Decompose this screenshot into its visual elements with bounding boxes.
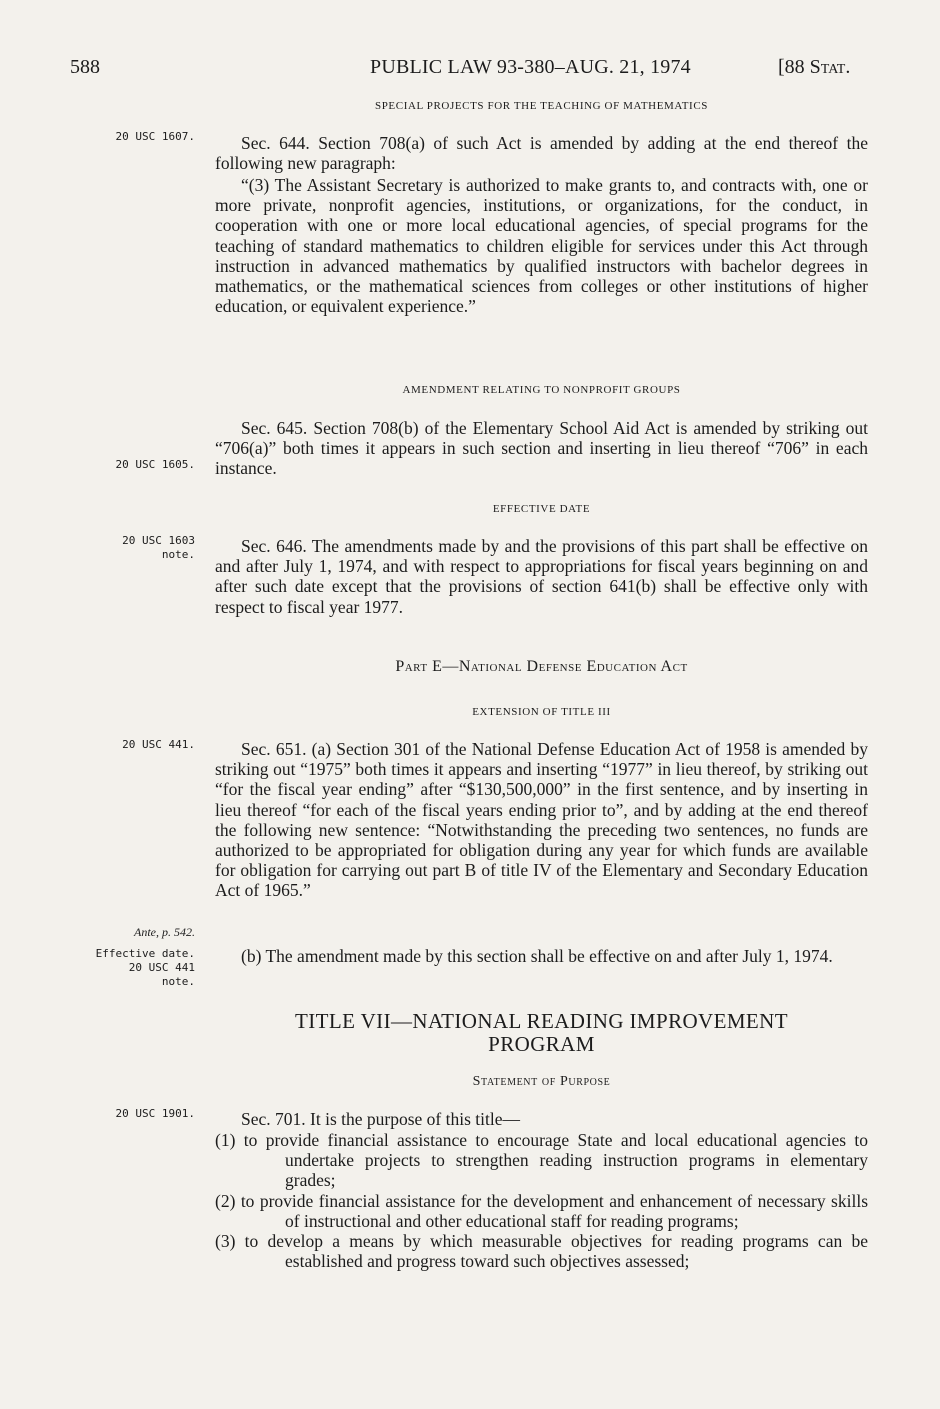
section-644: Sec. 644. Section 708(a) of such Act is amended by adding at the end thereof the following new paragraph: [215, 133, 868, 174]
statement-of-purpose: Statement of Purpose [472, 1074, 611, 1089]
margin-note-441: 20 USC 441. [122, 738, 195, 751]
statute-reference: [88 Stat. [778, 56, 851, 78]
margin-note-eff-line3: note. [161, 975, 195, 988]
margin-note-1605: 20 USC 1605. [115, 458, 195, 471]
section-651-a: Sec. 651. (a) Section 301 of the National Defense Education Act of 1958 is amended by striking out “1975” both times it appears and inserting “1977” in lieu thereof, by striking out “for the fiscal year ending” after “$130,500,000” in the first sentence, and by inserting in lieu thereof “for each of the fiscal years ending prior to”, and by adding at the end thereof the following new sentence: “Notwithstanding the preceding two sentences, no funds are authorized to be appropriated for obligation during any year for which funds are available for obligation for carrying out part B of title IV of the Elementary and Secondary Education Act of 1965.” [215, 739, 868, 901]
margin-note-eff-line1: Effective date. [95, 947, 195, 960]
part-e-heading: Part E—National Defense Education Act [395, 658, 688, 675]
margin-note-ante-text: Ante, p. 542. [134, 925, 195, 939]
section-701: Sec. 701. It is the purpose of this title— [241, 1109, 520, 1129]
margin-note-1603-line2: note. [161, 548, 195, 561]
section-646: Sec. 646. The amendments made by and the provisions of this part shall be effective on and after July 1, 1974, and with respect to appropriations for fiscal years beginning on and after such date except that the provisions of section 641(b) shall be effective only with respect to fiscal year 1977. [215, 536, 868, 617]
title-vii-line1: TITLE VII—NATIONAL READING IMPROVEMENT [295, 1009, 788, 1033]
heading-effective-date: EFFECTIVE DATE [492, 503, 591, 515]
purpose-item-1: (1) to provide financial assistance to encourage State and local educational agencies to undertake projects to strengthen reading instruction programs in elementary grades; [215, 1130, 868, 1191]
margin-note-effective-date [60, 947, 195, 989]
purpose-item-3: (3) to develop a means by which measurable objectives for reading programs can be established and progress toward such objectives assessed; [215, 1231, 868, 1272]
margin-note-1603-line1: 20 USC 1603 [122, 534, 195, 547]
margin-note-ante [60, 925, 195, 940]
running-header [0, 52, 940, 86]
margin-note-1901: 20 USC 1901. [115, 1107, 195, 1120]
page-number: 588 [70, 56, 100, 78]
section-645: Sec. 645. Section 708(b) of the Elementary School Aid Act is amended by striking out “706(a)” both times it appears in such section and inserting in lieu thereof “706” in each instance. [215, 418, 868, 479]
heading-mathematics: SPECIAL PROJECTS FOR THE TEACHING OF MATHEMATICS [375, 100, 708, 112]
title-vii-line2: PROGRAM [488, 1032, 595, 1056]
purpose-item-2: (2) to provide financial assistance for the development and enhancement of necessary skills of instructional and other educational staff for reading programs; [215, 1190, 868, 1231]
margin-note-eff-line2: 20 USC 441 [128, 961, 195, 974]
section-644-quote: “(3) The Assistant Secretary is authorized to make grants to, and contracts with, one or more private, nonprofit agencies, institutions, or organizations, for the conduct, in cooperation with one or more local educational agencies, of special programs for the teaching of standard mathematics to children eligible for services under this Act through instruction in advanced mathematics by qualified instructors with bachelor degrees in mathematics, or the mathematical sciences from colleges or other institutions of higher education, or equivalent experience.” [215, 175, 868, 317]
heading-title-iii: EXTENSION OF TITLE III [472, 706, 611, 718]
margin-note-1607: 20 USC 1607. [115, 130, 195, 143]
purpose-list [215, 1130, 868, 1271]
section-651-b: (b) The amendment made by this section shall be effective on and after July 1, 1974. [241, 946, 833, 966]
heading-nonprofit: AMENDMENT RELATING TO NONPROFIT GROUPS [402, 384, 681, 396]
margin-note-1603 [60, 534, 195, 562]
running-head: PUBLIC LAW 93-380–AUG. 21, 1974 [370, 56, 691, 78]
